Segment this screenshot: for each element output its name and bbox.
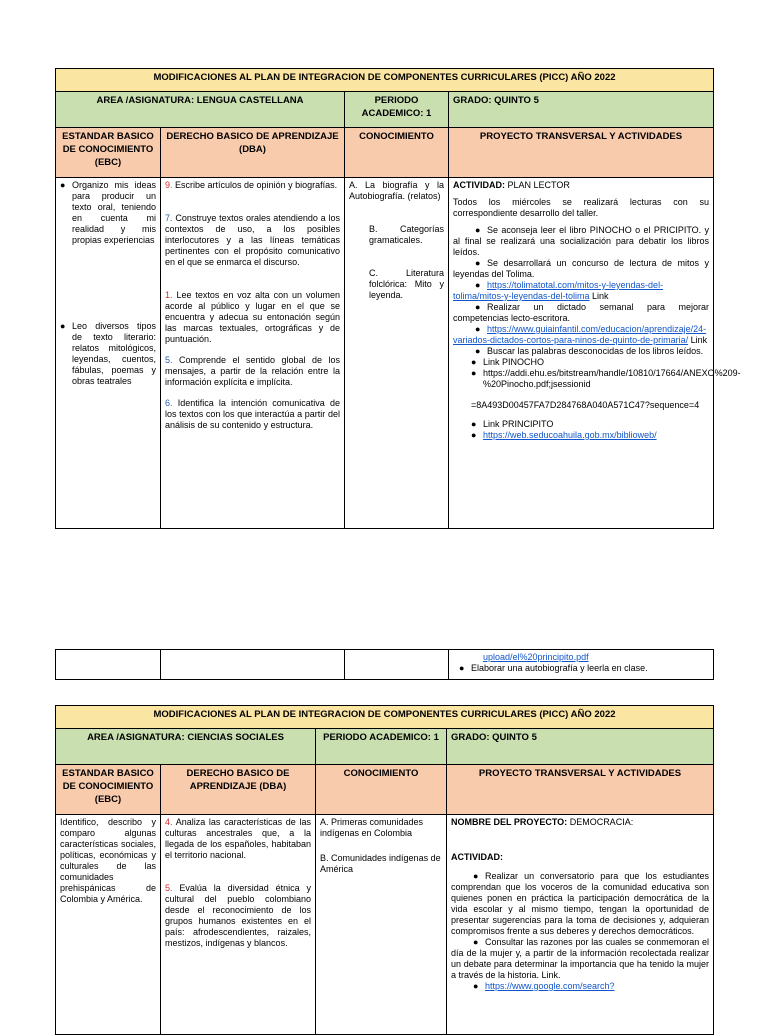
ebc-item: ● Organizo mis ideas para producir un texto oral, teniendo en cuenta mi realidad y mis propias experiencias <box>72 180 156 246</box>
principito-link[interactable]: https://web.seducoahuila.gob.mx/biblioweb/ <box>483 430 657 440</box>
conocimiento-item: B. Comunidades indígenas de América <box>320 853 441 874</box>
conocimiento-item: B. Categorías gramaticales. <box>369 224 444 245</box>
dba-item: 5. Comprende el sentido global de los mensajes, a partir de la relación entre la información explícita e implícita. <box>165 355 340 387</box>
ebc-cell: Identifico, describo y comparo algunas características sociales, políticas, económicas y culturales de las comunidades prehispánicas de Colombia y América. <box>56 815 161 1035</box>
activity-bullet: ● https://tolimatotal.com/mitos-y-leyendas-del-tolima/mitos-y-leyendas-del-tolima Link <box>453 280 709 302</box>
proyecto-cell <box>449 650 714 680</box>
picc-table-sociales <box>55 705 714 1035</box>
dba-item: 6. Identifica la intención comunicativa de los textos con los que interactúa a partir del análisis de su contenido y estructura. <box>165 398 340 430</box>
activity-bullet <box>451 981 709 992</box>
activity-bullet: ● Elaborar una autobiografía y leerla en clase. <box>471 663 709 674</box>
proyecto-cell <box>449 178 741 529</box>
actividad-line: ACTIVIDAD: <box>451 852 503 862</box>
proyecto-cell <box>447 815 714 1035</box>
dba-item: 5. Evalúa la diversidad étnica y cultural del pueblo colombiano desde el reconocimiento de los grupos humanos existentes en el país: afrodescendientes, raizales, mestizos, indígenas y blancos. <box>165 883 311 948</box>
dba-cell <box>161 815 316 1035</box>
periodo-academico: PERIODO ACADEMICO: 1 <box>316 729 447 765</box>
picc-table-lengua-continuation <box>55 649 714 680</box>
table-title: MODIFICACIONES AL PLAN DE INTEGRACION DE COMPONENTES CURRICULARES (PICC) AÑO 2022 <box>56 69 714 92</box>
activity-bullet: ● Buscar las palabras desconocidas de los libros leídos. <box>453 346 709 357</box>
header-dba: DERECHO BASICO DE APRENDIZAJE (DBA) <box>161 765 316 815</box>
conocimiento-item: C. Literatura folclórica: Mito y leyenda. <box>369 268 444 300</box>
area-asignatura: AREA /ASIGNATURA: LENGUA CASTELLANA <box>56 92 345 128</box>
table-title: MODIFICACIONES AL PLAN DE INTEGRACION DE COMPONENTES CURRICULARES (PICC) AÑO 2022 <box>56 706 714 729</box>
conocimiento-cell <box>316 815 447 1035</box>
dba-item: 9. Escribe artículos de opinión y biografías. <box>165 180 338 190</box>
grado: GRADO: QUINTO 5 <box>447 729 714 765</box>
conocimiento-cell <box>345 178 449 529</box>
header-conocimiento: CONOCIMIENTO <box>345 128 449 178</box>
activity-bullet: ● Se desarrollará un concurso de lectura de mitos y leyendas del Tolima. <box>453 258 709 280</box>
principito-link-continued[interactable]: upload/el%20principito.pdf <box>483 652 589 662</box>
activity-bullet: ● Realizar un dictado semanal para mejorar competencias lecto-escritora. <box>453 302 709 324</box>
header-ebc: ESTANDAR BASICO DE CONOCIMIENTO (EBC) <box>56 128 161 178</box>
activity-bullet: ● https://www.guiainfantil.com/educacion/aprendizaje/24-variados-dictados-cortos-para-ninos-de-quinto-de-primaria/ Link <box>453 324 709 346</box>
ebc-cell <box>56 178 161 529</box>
periodo-academico: PERIODO ACADEMICO: 1 <box>345 92 449 128</box>
activity-bullet: ● Realizar un conversatorio para que los estudiantes comprendan que los voceros de la comunidad educativa son quienes ponen en práctica la participación democrática de la vida escolar y al mismo tiempo, tengan la oportunidad de presentar sugerencias para la toma de decisiones y, adquieran compromisos frente a sus deberes y derechos democráticos. <box>451 871 709 937</box>
activity-bullet: ● Se aconseja leer el libro PINOCHO o el PRICIPITO. y al final se realizará una socialización para debatir los libros leídos. <box>453 225 709 258</box>
header-dba: DERECHO BASICO DE APRENDIZAJE (DBA) <box>161 128 345 178</box>
sub-bullet: ● https://addi.ehu.es/bitstream/handle/10810/17664/ANEXO%209-%20Pinocho.pdf;jsessionid <box>483 368 709 390</box>
dba-cell <box>161 178 345 529</box>
actividad-intro: Todos los miércoles se realizará lecturas con su correspondiente desarrollo del taller. <box>453 197 710 218</box>
header-proyecto: PROYECTO TRANSVERSAL Y ACTIVIDADES <box>449 128 714 178</box>
sub-bullet-continued: =8A493D00457FA7D284768A040A571C47?sequence=4 <box>471 400 700 410</box>
sub-bullet: ● Link PINOCHO <box>483 357 709 368</box>
area-asignatura: AREA /ASIGNATURA: CIENCIAS SOCIALES <box>56 729 316 765</box>
conocimiento-item: A. Primeras comunidades indígenas en Colombia <box>320 817 424 838</box>
activity-bullet: ● Consultar las razones por las cuales se conmemoran el día de la mujer y, a partir de la información recolectada realizar un debate para determinar la importancia que ha tenido la mujer a través de la historia. Link. <box>451 937 709 981</box>
google-link[interactable]: https://www.google.com/search? <box>485 981 615 991</box>
sub-bullet: ● Link PRINCIPITO <box>483 419 709 430</box>
header-proyecto: PROYECTO TRANSVERSAL Y ACTIVIDADES <box>447 765 714 815</box>
picc-table-lengua <box>55 68 741 529</box>
actividad-line: ACTIVIDAD: PLAN LECTOR <box>453 180 570 190</box>
header-ebc: ESTANDAR BASICO DE CONOCIMIENTO (EBC) <box>56 765 161 815</box>
tolima-link[interactable]: https://tolimatotal.com/mitos-y-leyendas-del-tolima/mitos-y-leyendas-del-tolima <box>453 280 664 301</box>
sub-bullet <box>483 430 709 441</box>
grado: GRADO: QUINTO 5 <box>449 92 714 128</box>
empty-cell <box>56 650 161 680</box>
ebc-item: ● Leo diversos tipos de texto literario: relatos mitológicos, leyendas, cuentos, fábulas, poemas y obras teatrales <box>72 321 156 387</box>
dba-item: 7. Construye textos orales atendiendo a los contextos de uso, a los posibles interlocutores y a las líneas temáticas pertinentes con el propósito comunicativo en el que se enmarca el discurso. <box>165 213 340 267</box>
empty-cell <box>161 650 345 680</box>
guiainfantil-link[interactable]: https://www.guiainfantil.com/educacion/aprendizaje/24-variados-dictados-cortos-para-ninos-de-quinto-de-primaria/ <box>453 324 707 345</box>
conocimiento-item: A. La biografía y la Autobiografía. (relatos) <box>349 180 444 201</box>
dba-item: 1. Lee textos en voz alta con un volumen acorde al público y lugar en el que se encuentra y adecua su entonación según las marcas textuales, ortográficas y de puntuación. <box>165 290 340 344</box>
dba-item: 4. Analiza las características de las culturas ancestrales que, a la llegada de los españoles, habitaban el territorio nacional. <box>165 817 311 860</box>
proyecto-nombre: NOMBRE DEL PROYECTO: DEMOCRACIA: <box>451 817 634 827</box>
header-conocimiento: CONOCIMIENTO <box>316 765 447 815</box>
empty-cell <box>345 650 449 680</box>
